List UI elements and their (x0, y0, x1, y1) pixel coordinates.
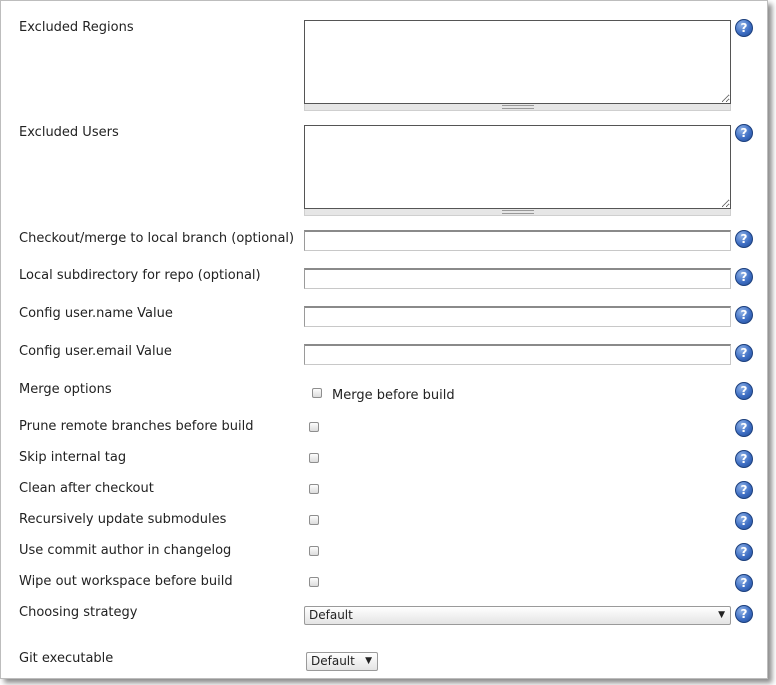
local-subdir-label: Local subdirectory for repo (optional) (19, 268, 261, 283)
user-email-label: Config user.email Value (19, 344, 172, 359)
help-icon[interactable]: ? (735, 268, 753, 286)
prune-checkbox[interactable] (309, 422, 319, 432)
help-icon[interactable]: ? (735, 481, 753, 499)
git-executable-select[interactable] (306, 652, 378, 671)
commit-author-checkbox[interactable] (309, 546, 319, 556)
resize-grip-icon[interactable] (304, 209, 731, 216)
git-executable-label: Git executable (19, 651, 114, 666)
user-name-label: Config user.name Value (19, 306, 173, 321)
merge-before-build-checkbox[interactable] (312, 388, 322, 398)
excluded-users-wrapper (304, 125, 731, 216)
clean-label: Clean after checkout (19, 481, 154, 496)
wipe-checkbox[interactable] (309, 577, 319, 587)
clean-checkbox[interactable] (309, 484, 319, 494)
excluded-users-label: Excluded Users (19, 125, 119, 140)
local-branch-input[interactable] (304, 230, 731, 251)
skip-tag-checkbox[interactable] (309, 453, 319, 463)
help-icon[interactable]: ? (735, 230, 753, 248)
help-icon[interactable]: ? (735, 512, 753, 530)
dropdown-arrow-icon: ▼ (365, 656, 372, 666)
skip-tag-label: Skip internal tag (19, 450, 127, 465)
excluded-regions-wrapper (304, 20, 731, 111)
help-icon[interactable]: ? (735, 543, 753, 561)
excluded-users-textarea[interactable] (304, 125, 731, 209)
local-subdir-input[interactable] (304, 268, 731, 289)
help-icon[interactable]: ? (735, 19, 753, 37)
user-email-input[interactable] (304, 344, 731, 365)
help-icon[interactable]: ? (735, 450, 753, 468)
local-branch-label: Checkout/merge to local branch (optional) (19, 231, 295, 246)
user-name-input[interactable] (304, 306, 731, 327)
prune-label: Prune remote branches before build (19, 419, 254, 434)
help-icon[interactable]: ? (735, 605, 753, 623)
resize-grip-icon[interactable] (304, 104, 731, 111)
merge-options-label: Merge options (19, 382, 112, 397)
choosing-strategy-select[interactable] (304, 606, 731, 625)
git-executable-value: Default (311, 654, 355, 668)
choosing-strategy-label: Choosing strategy (19, 605, 138, 620)
submodules-label: Recursively update submodules (19, 512, 227, 527)
choosing-strategy-value: Default (309, 608, 353, 622)
excluded-regions-label: Excluded Regions (19, 20, 134, 35)
submodules-checkbox[interactable] (309, 515, 319, 525)
help-icon[interactable]: ? (735, 419, 753, 437)
help-icon[interactable]: ? (735, 574, 753, 592)
commit-author-label: Use commit author in changelog (19, 543, 232, 558)
wipe-label: Wipe out workspace before build (19, 574, 233, 589)
dropdown-arrow-icon: ▼ (718, 610, 725, 620)
excluded-regions-textarea[interactable] (304, 20, 731, 104)
help-icon[interactable]: ? (735, 382, 753, 400)
merge-before-build-label[interactable]: Merge before build (332, 388, 455, 403)
help-icon[interactable]: ? (735, 306, 753, 324)
help-icon[interactable]: ? (735, 124, 753, 142)
help-icon[interactable]: ? (735, 344, 753, 362)
